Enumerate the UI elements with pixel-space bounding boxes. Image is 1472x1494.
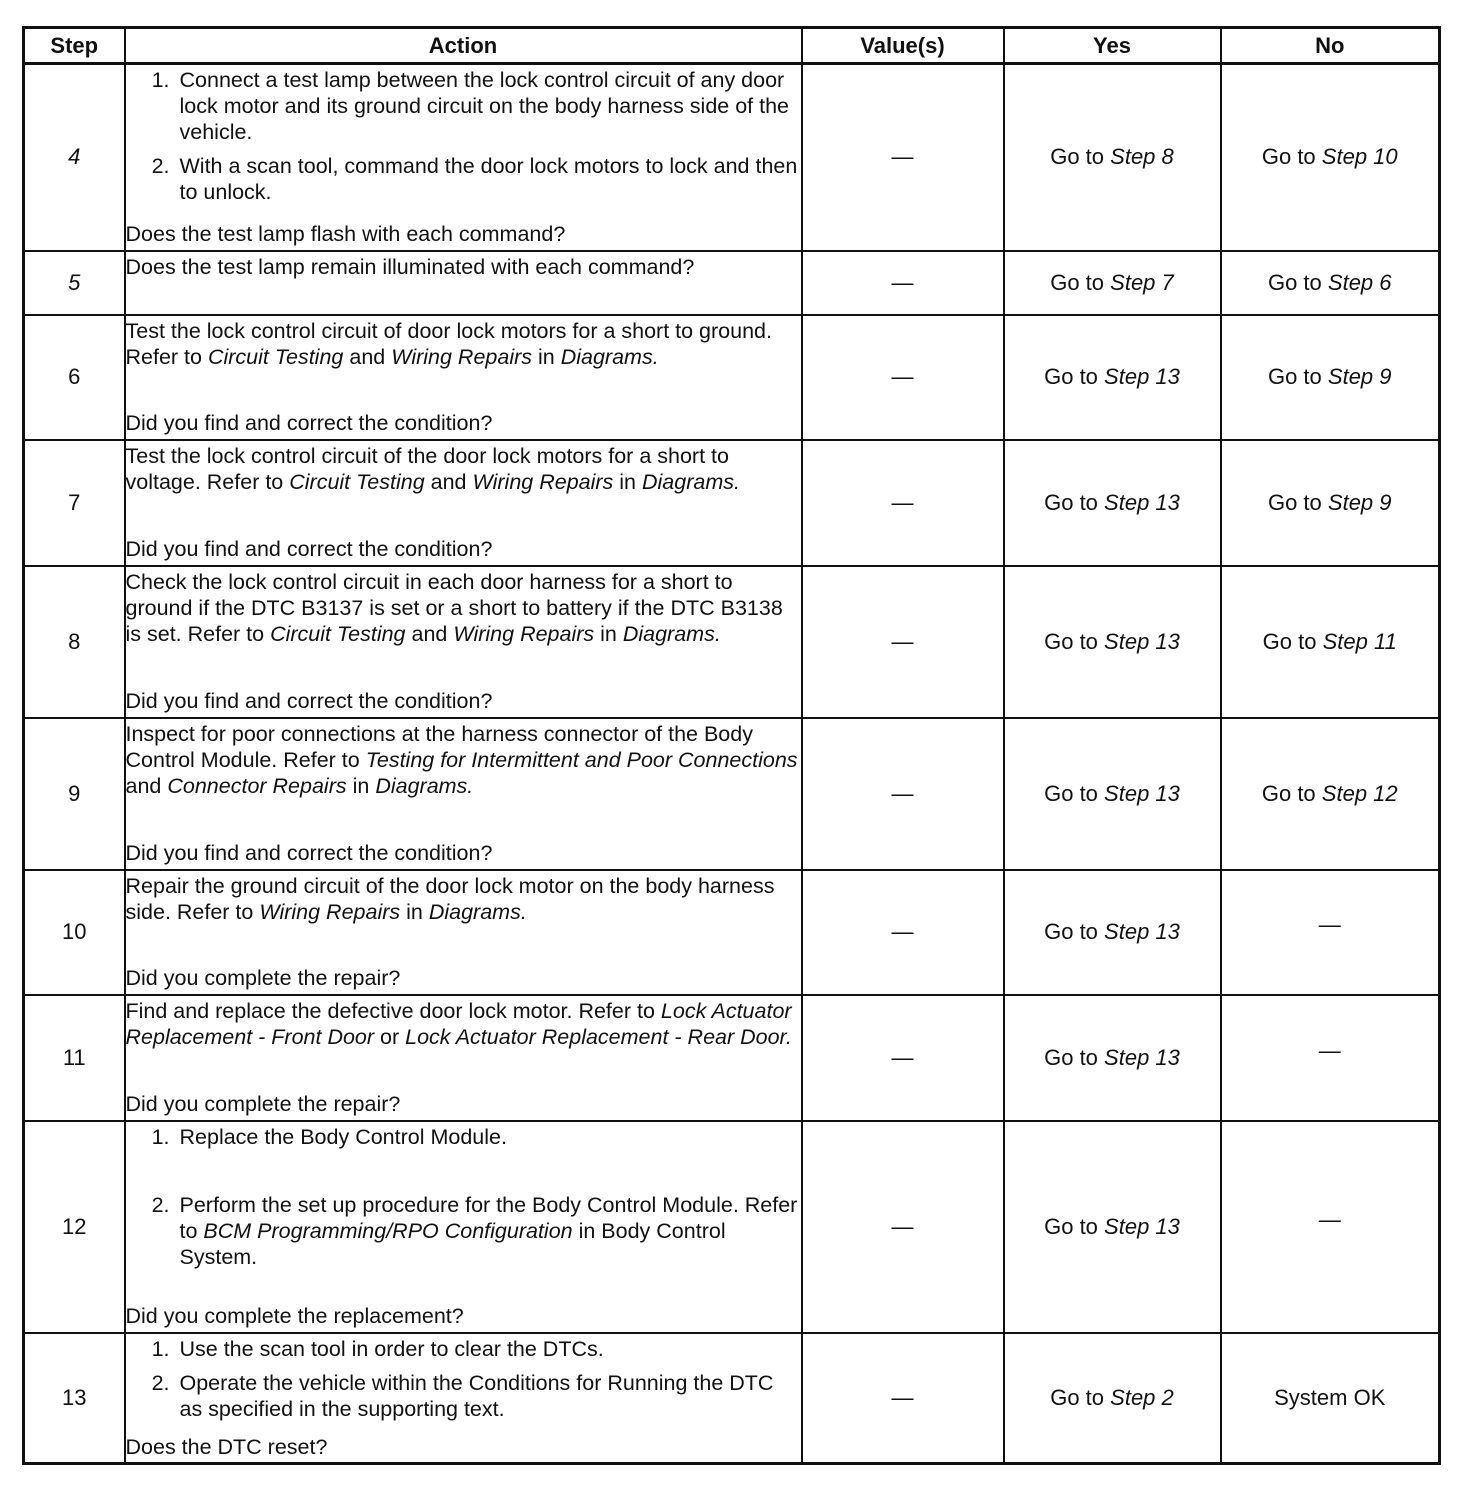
- yes-step-ref: Step 2: [1110, 1384, 1174, 1410]
- yes-cell: Go to Step 13: [1004, 1121, 1221, 1333]
- value-cell: —: [802, 718, 1004, 870]
- value-cell: —: [802, 251, 1004, 315]
- list-item: 1. Replace the Body Control Module.: [151, 1125, 507, 1149]
- yes-cell: Go to Step 13: [1004, 566, 1221, 718]
- yes-step-ref: Step 7: [1110, 269, 1174, 295]
- action-list: [126, 67, 801, 213]
- yes-step-ref: Step 13: [1104, 780, 1180, 806]
- table-row: [24, 1121, 1440, 1333]
- action-question: Did you complete the repair?: [125, 966, 401, 990]
- action-question: Did you find and correct the condition?: [125, 537, 493, 561]
- table-row: [24, 251, 1440, 315]
- action-cell: [125, 1121, 802, 1333]
- no-step-ref: Step 10: [1321, 144, 1398, 170]
- no-step-ref: Step 11: [1322, 628, 1397, 654]
- header-yes: Yes: [1004, 28, 1221, 64]
- action-instruction: Test the lock control circuit of door lock motors for a short to ground. Refer to Circuit Testing and Wiring Repairs in Diagrams.: [125, 319, 772, 369]
- action-instruction: Inspect for poor connections at the harness connector of the Body Control Module. Refer to Testing for Intermittent and Poor Connections and Connector Repairs in Diagrams.: [125, 722, 798, 798]
- yes-step-ref: Step 13: [1104, 489, 1180, 515]
- no-cell: Go to Step 11: [1221, 566, 1440, 718]
- no-cell: Go to Step 12: [1221, 718, 1440, 870]
- value-cell: —: [802, 315, 1004, 440]
- action-cell: [125, 64, 802, 251]
- value-cell: —: [802, 995, 1004, 1121]
- yes-cell: Go to Step 13: [1004, 718, 1221, 870]
- action-instruction: Test the lock control circuit of the door lock motors for a short to voltage. Refer to Circuit Testing and Wiring Repairs in Diagrams.: [125, 444, 740, 494]
- yes-cell: Go to Step 13: [1004, 440, 1221, 566]
- action-list: [126, 1192, 801, 1278]
- yes-step-ref: Step 13: [1104, 1213, 1180, 1239]
- action-question: Did you find and correct the condition?: [125, 689, 493, 713]
- no-cell: —: [1221, 870, 1440, 995]
- yes-cell: Go to Step 8: [1004, 64, 1221, 251]
- header-values: Value(s): [802, 28, 1004, 64]
- yes-step-ref: Step 13: [1104, 628, 1180, 654]
- action-question: Did you complete the replacement?: [125, 1304, 464, 1328]
- step-number: 9: [24, 718, 125, 870]
- table-row: [24, 1333, 1440, 1464]
- action-question: Did you find and correct the condition?: [125, 841, 493, 865]
- step-number: 12: [24, 1121, 125, 1333]
- list-item: 2. Operate the vehicle within the Conditions for Running the DTC as specified in the supporting text.: [151, 1370, 774, 1421]
- list-item: 2. With a scan tool, command the door lock motors to lock and then to unlock.: [151, 154, 798, 205]
- table-row: [24, 64, 1440, 251]
- list-item: 1. Connect a test lamp between the lock control circuit of any door lock motor and its ground circuit on the body harness side of the vehicle.: [151, 68, 790, 145]
- yes-cell: Go to Step 2: [1004, 1333, 1221, 1464]
- header-action: Action: [125, 28, 802, 64]
- value-cell: —: [802, 566, 1004, 718]
- table-row: [24, 315, 1440, 440]
- header-row: [24, 28, 1440, 64]
- no-step-ref: Step 9: [1327, 364, 1392, 389]
- no-cell: —: [1221, 1121, 1440, 1333]
- step-number: 4: [24, 64, 125, 251]
- action-cell: [125, 995, 802, 1121]
- step-number: 8: [24, 566, 125, 718]
- value-cell: —: [802, 440, 1004, 566]
- action-question: Did you find and correct the condition?: [125, 411, 493, 435]
- no-cell: Go to Step 10: [1221, 64, 1440, 251]
- step-number: 10: [24, 870, 125, 995]
- yes-step-ref: Step 13: [1104, 364, 1180, 389]
- yes-cell: Go to Step 13: [1004, 995, 1221, 1121]
- action-question: Does the test lamp remain illuminated with each command?: [125, 254, 695, 279]
- step-number: 7: [24, 440, 125, 566]
- value-cell: —: [802, 1333, 1004, 1464]
- action-question: Does the DTC reset?: [125, 1434, 328, 1459]
- no-cell: Go to Step 9: [1221, 315, 1440, 440]
- list-item: 2. Perform the set up procedure for the Body Control Module. Refer to BCM Programming/RPO Configuration in Body Control System.: [151, 1192, 798, 1269]
- header-no: No: [1221, 28, 1440, 64]
- action-cell: [125, 440, 802, 566]
- no-cell: Go to Step 6: [1221, 251, 1440, 315]
- action-instruction: Check the lock control circuit in each door harness for a short to ground if the DTC B3137 is set or a short to battery if the DTC B3138 is set. Refer to Circuit Testing and Wiring Repairs in Diagrams.: [125, 570, 783, 646]
- step-number: 13: [24, 1333, 125, 1464]
- no-cell: —: [1221, 995, 1440, 1121]
- table-row: [24, 440, 1440, 566]
- action-cell: [125, 315, 802, 440]
- no-cell: System OK: [1221, 1333, 1440, 1464]
- action-cell: [125, 718, 802, 870]
- action-question: Did you complete the repair?: [125, 1092, 401, 1116]
- action-instruction: Find and replace the defective door lock motor. Refer to Lock Actuator Replacement - Front Door or Lock Actuator Replacement - Rear Door.: [125, 999, 792, 1049]
- diagnostic-table: [22, 26, 1441, 1465]
- step-number: 11: [24, 995, 125, 1121]
- table-row: [24, 718, 1440, 870]
- value-cell: —: [802, 1121, 1004, 1333]
- table-row: [24, 566, 1440, 718]
- yes-step-ref: Step 8: [1110, 144, 1174, 170]
- list-item: 1. Use the scan tool in order to clear the DTCs.: [151, 1336, 604, 1361]
- no-step-ref: Step 6: [1327, 269, 1392, 295]
- header-step: Step: [24, 28, 125, 64]
- action-question: Does the test lamp flash with each command?: [125, 222, 566, 247]
- value-cell: —: [802, 870, 1004, 995]
- action-list: [126, 1124, 801, 1158]
- action-cell: [125, 251, 802, 315]
- action-cell: [125, 566, 802, 718]
- action-cell: [125, 870, 802, 995]
- yes-cell: Go to Step 7: [1004, 251, 1221, 315]
- step-number: 5: [24, 251, 125, 315]
- yes-step-ref: Step 13: [1104, 919, 1180, 944]
- action-instruction: Repair the ground circuit of the door lock motor on the body harness side. Refer to Wiring Repairs in Diagrams.: [125, 874, 775, 924]
- action-list: [126, 1336, 801, 1430]
- table-row: [24, 995, 1440, 1121]
- yes-cell: Go to Step 13: [1004, 870, 1221, 995]
- no-step-ref: Step 9: [1327, 489, 1392, 515]
- yes-step-ref: Step 13: [1104, 1044, 1180, 1070]
- no-cell: Go to Step 9: [1221, 440, 1440, 566]
- no-step-ref: Step 12: [1321, 780, 1398, 806]
- table-row: [24, 870, 1440, 995]
- value-cell: —: [802, 64, 1004, 251]
- yes-cell: Go to Step 13: [1004, 315, 1221, 440]
- action-cell: [125, 1333, 802, 1464]
- step-number: 6: [24, 315, 125, 440]
